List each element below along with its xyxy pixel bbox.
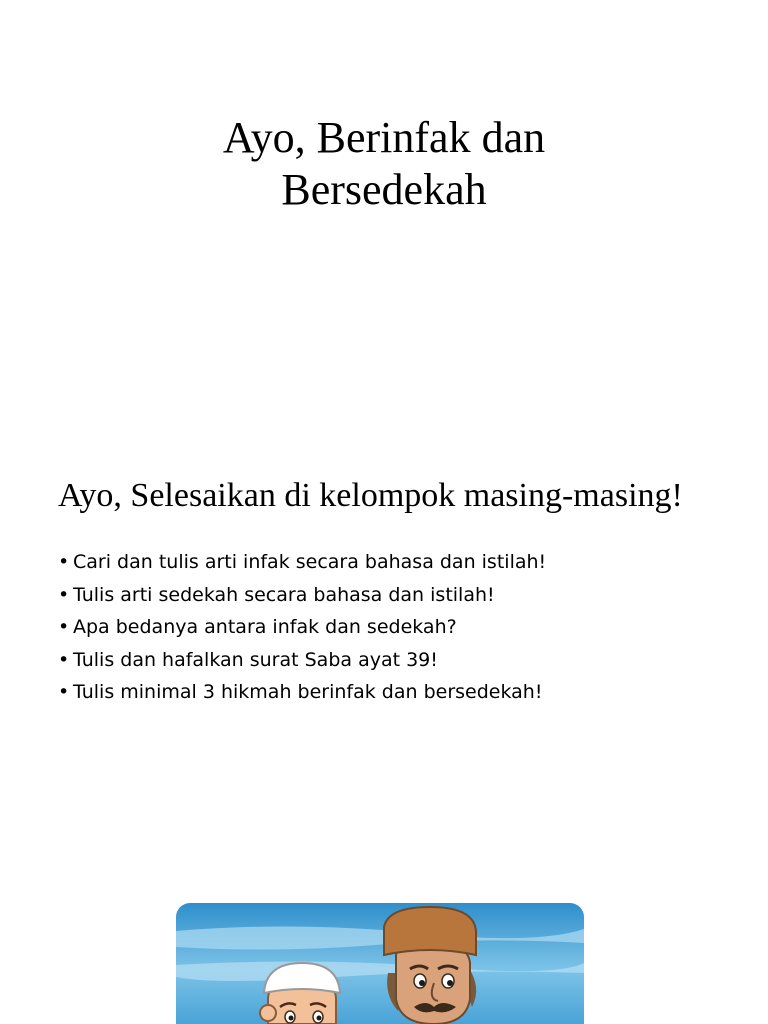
man-cap xyxy=(384,907,476,955)
task-list xyxy=(58,546,546,709)
slide-title-line-2: Bersedekah xyxy=(281,165,487,214)
task-text: Tulis dan hafalkan surat Saba ayat 39! xyxy=(73,648,438,671)
boy-figure xyxy=(260,963,340,1024)
elderly-man-figure xyxy=(384,907,476,1024)
list-item xyxy=(58,579,546,612)
illustration-canvas xyxy=(176,903,584,1024)
task-text: Tulis minimal 3 hikmah berinfak dan bersedekah! xyxy=(73,681,543,703)
bullet-icon: • xyxy=(58,681,70,703)
man-pupil xyxy=(447,980,453,986)
task-text: Tulis arti sedekah secara bahasa dan istilah! xyxy=(73,583,495,606)
cartoon-illustration xyxy=(176,903,584,1024)
list-item xyxy=(58,546,546,579)
man-pupil xyxy=(419,980,425,986)
bullet-icon: • xyxy=(58,551,70,573)
task-text: Apa bedanya antara infak dan sedekah? xyxy=(73,616,457,638)
bullet-icon: • xyxy=(58,616,70,638)
list-item xyxy=(58,644,546,677)
boy-pupil xyxy=(289,1016,294,1021)
boy-pupil xyxy=(317,1016,322,1021)
bullet-icon: • xyxy=(58,648,70,671)
list-item xyxy=(58,676,546,709)
bullet-icon: • xyxy=(58,583,70,606)
boy-ear xyxy=(260,1005,276,1021)
list-item xyxy=(58,611,546,644)
task-text: Cari dan tulis arti infak secara bahasa dan istilah! xyxy=(73,551,547,573)
slide-title-line-1: Ayo, Berinfak dan xyxy=(222,113,546,162)
slide-title xyxy=(0,112,768,216)
section-heading: Ayo, Selesaikan di kelompok masing-masing! xyxy=(58,477,683,514)
